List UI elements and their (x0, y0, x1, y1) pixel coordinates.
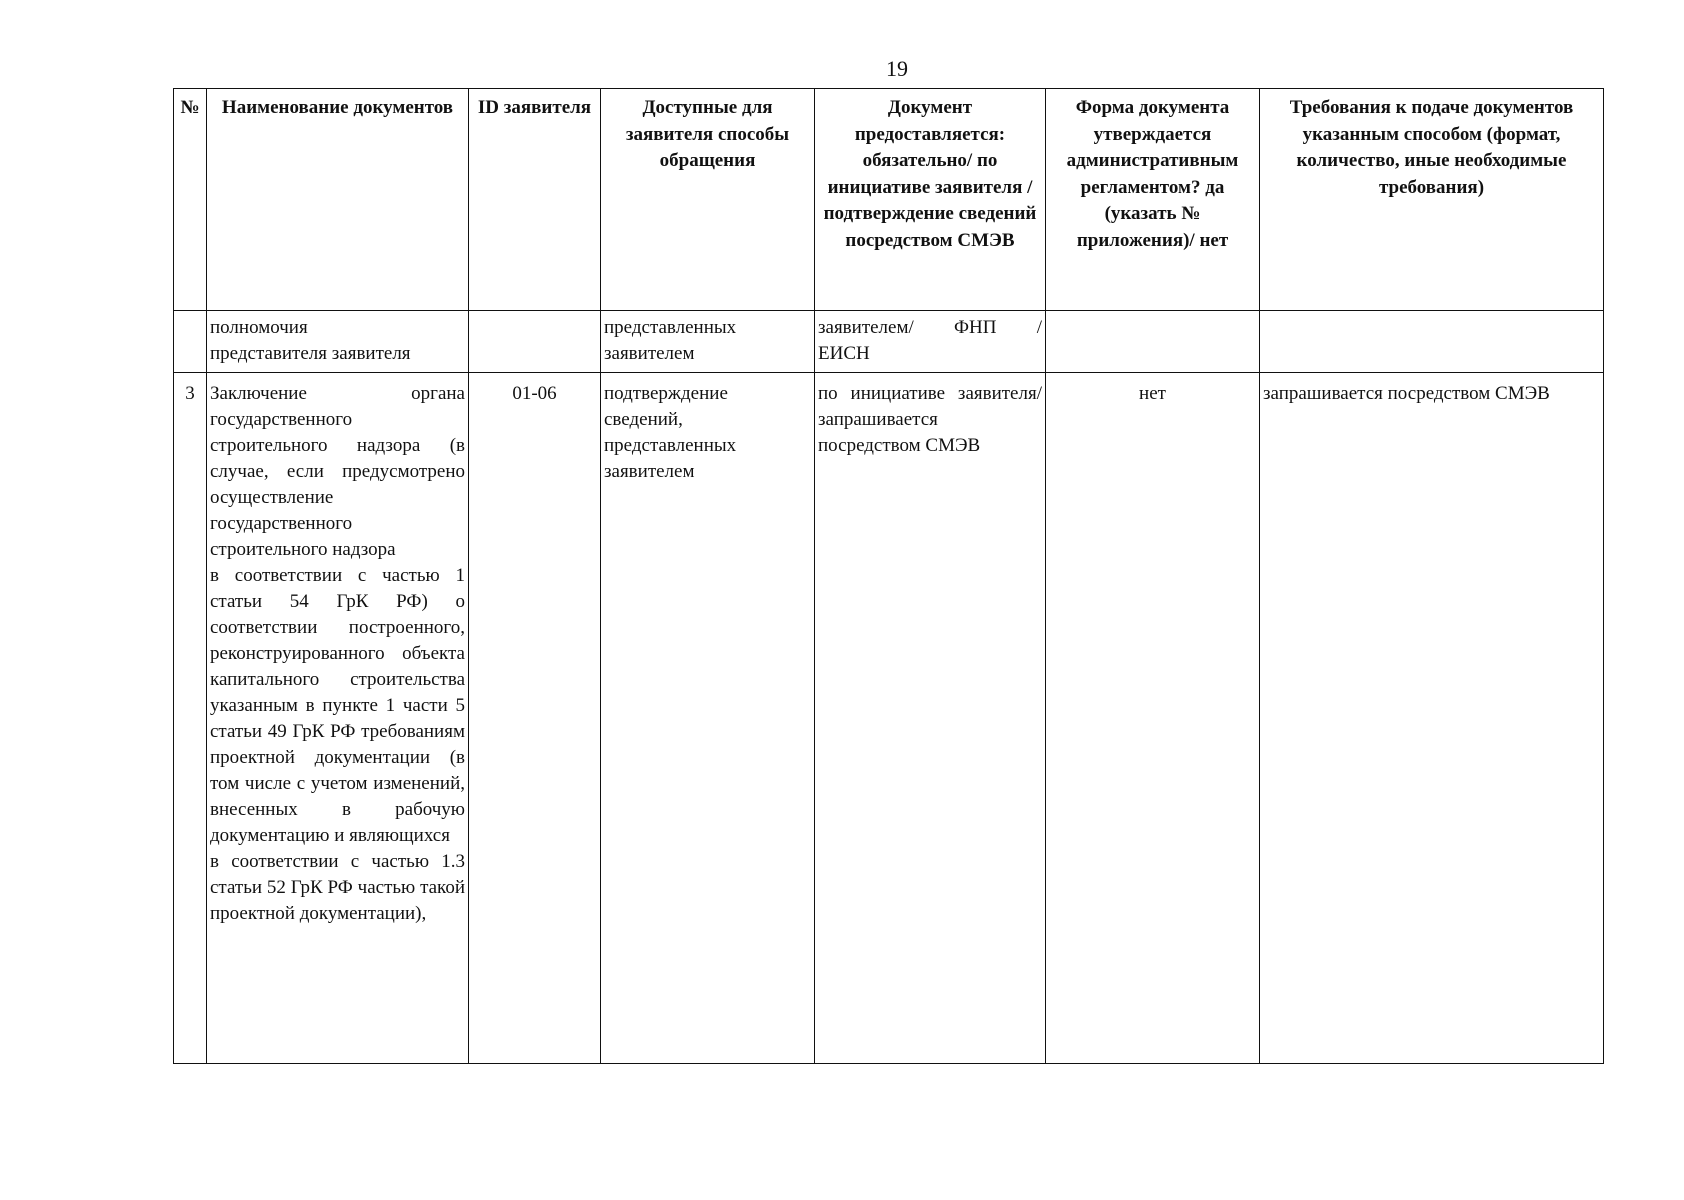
cell-number-empty (174, 311, 207, 373)
documents-table (173, 88, 1604, 1064)
cell-document-provision: по инициативе заявителя/ запрашивается посредством СМЭВ (815, 373, 1046, 1064)
name-paragraph: в соответствии с частью 1.3 статьи 52 ГрК РФ частью такой проектной документации), (210, 851, 465, 924)
name-line: представителя заявителя (210, 343, 411, 364)
cell-application-methods: подтверждение сведений, представленных заявителем (601, 373, 815, 1064)
cell-requirements-empty (1260, 311, 1604, 373)
header-number: № (174, 89, 207, 311)
cell-document-form: нет (1046, 373, 1260, 1064)
name-paragraph: в соответствии с частью 1 статьи 54 ГрК РФ) о соответствии построенного, реконструированного объекта капитального строительства указанным в пункте 1 части 5 статьи 49 ГрК РФ требованиям проектной документации (в том числе с учетом изменений, внесенных в рабочую документацию и являющихся (210, 565, 465, 846)
header-application-methods: Доступные для заявителя способы обращения (601, 89, 815, 311)
name-line: полномочия (210, 317, 308, 338)
table-row-3 (174, 373, 1604, 1064)
header-document-name: Наименование документов (207, 89, 469, 311)
header-document-form: Форма документа утверждается административным регламентом? да (указать № приложения)/ нет (1046, 89, 1260, 311)
table-row-continued (174, 311, 1604, 373)
name-paragraph: Заключение органа государственного строительного надзора (в случае, если предусмотрено осуществление государственного строительного надзора (210, 383, 465, 560)
cell-document-name (207, 373, 469, 1064)
cell-number: 3 (174, 373, 207, 1064)
cell-document-name-continued (207, 311, 469, 373)
page-number: 19 (886, 56, 908, 81)
cell-provision-continued (815, 311, 1046, 373)
table-header-row (174, 89, 1604, 311)
header-document-provision: Документ предоставляется: обязательно/ по инициативе заявителя /подтверждение сведений посредством СМЭВ (815, 89, 1046, 311)
methods-line: представленных (604, 317, 737, 338)
cell-form-empty (1046, 311, 1260, 373)
cell-methods-continued (601, 311, 815, 373)
cell-applicant-id: 01-06 (469, 373, 601, 1064)
header-applicant-id: ID заявителя (469, 89, 601, 311)
cell-submission-requirements: запрашивается посредством СМЭВ (1260, 373, 1604, 1064)
header-submission-requirements: Требования к подаче документов указанным способом (формат, количество, иные необходимые требования) (1260, 89, 1604, 311)
provision-line: ЕИСН (818, 343, 870, 364)
methods-line: заявителем (604, 343, 695, 364)
cell-applicant-id-empty (469, 311, 601, 373)
provision-line: заявителем/ ФНП / (818, 317, 1042, 338)
